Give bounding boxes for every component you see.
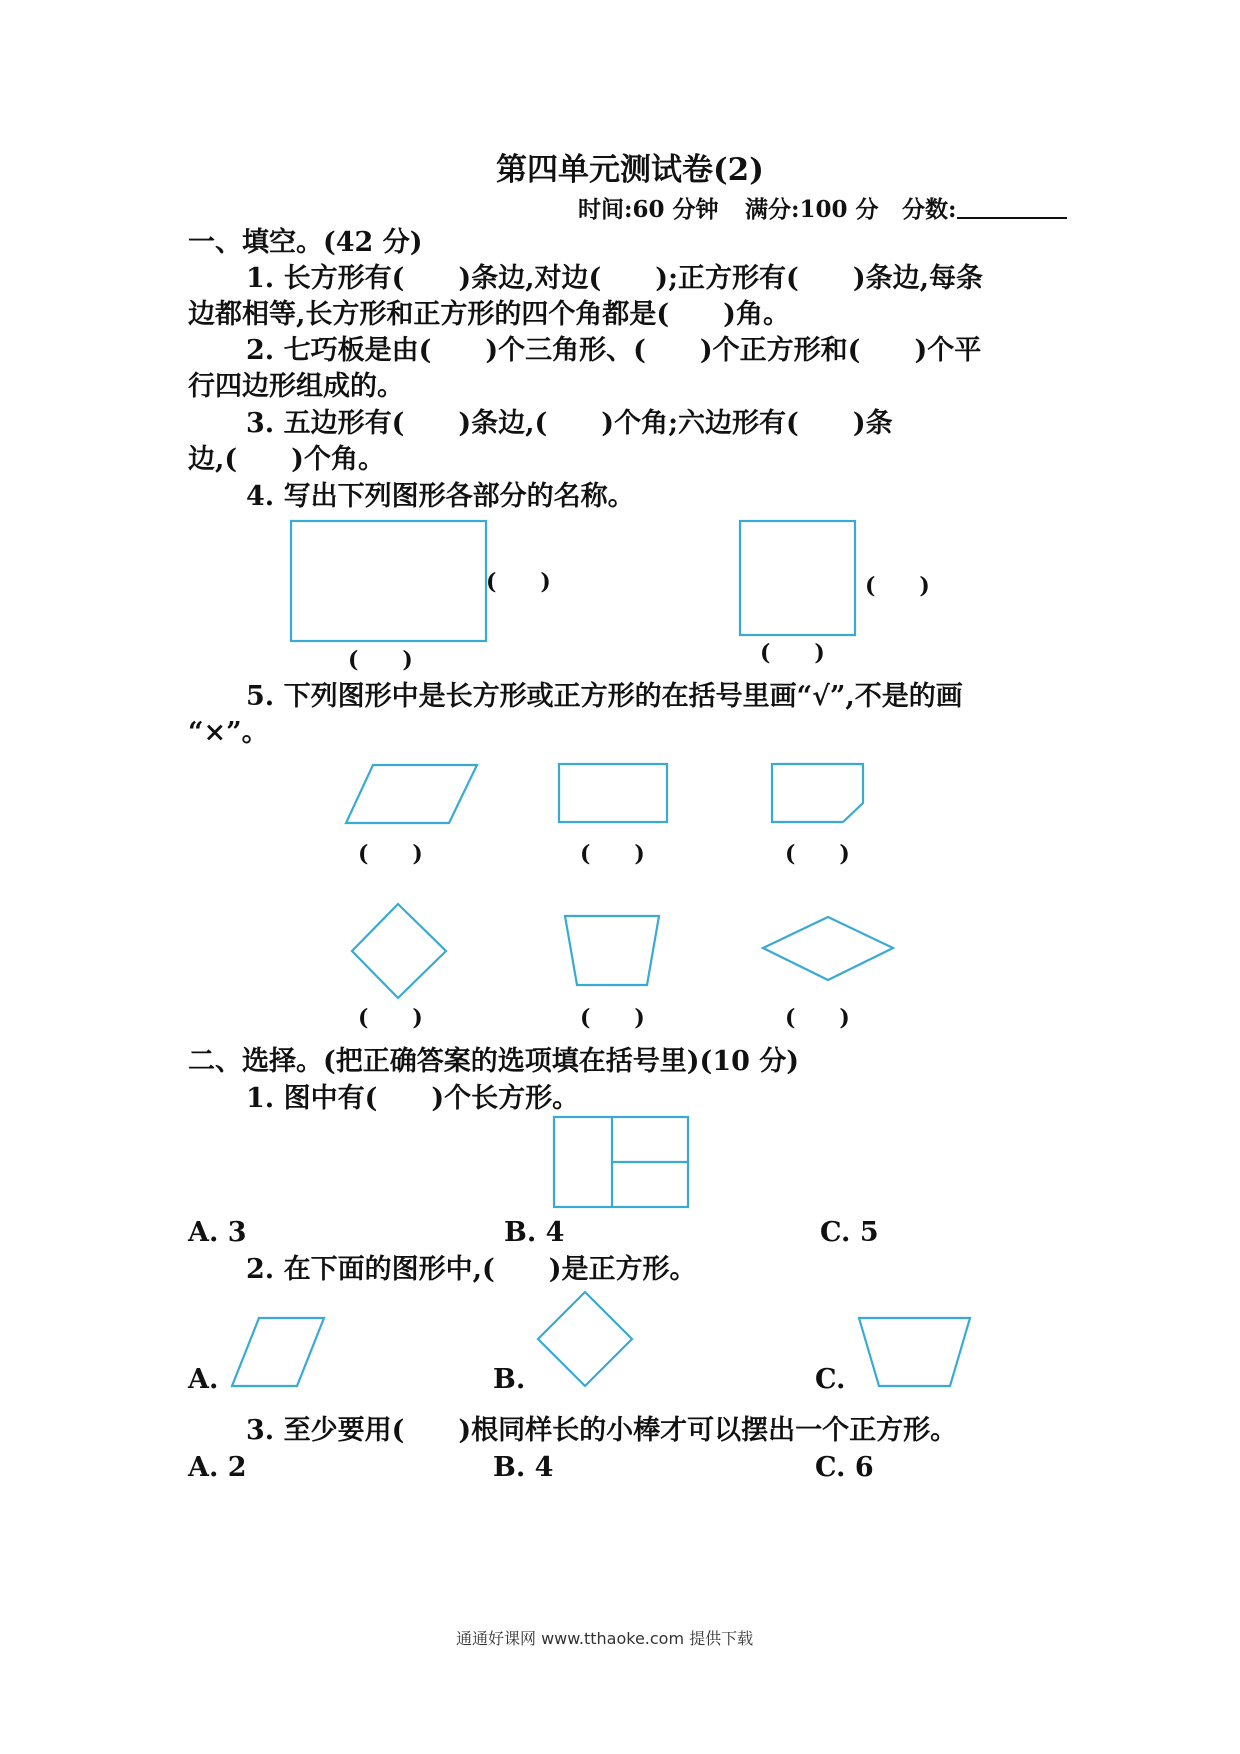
score-field[interactable]	[902, 194, 1067, 226]
s2-q2-option-b[interactable]: B.	[493, 1364, 526, 1395]
tilted-square-option-figure	[536, 1290, 634, 1388]
answer-paren[interactable]: ( )	[785, 841, 850, 867]
rhombus-figure	[761, 915, 896, 983]
time-label: 时间:60 分钟	[578, 196, 719, 223]
q3-line2: 边,( )个角。	[188, 444, 385, 475]
s2-q1-option-b[interactable]: B. 4	[504, 1217, 565, 1248]
section1-heading: 一、填空。(42 分)	[188, 227, 423, 258]
trapezoid-figure	[563, 914, 663, 988]
footer-text: 通通好课网 www.tthaoke.com 提供下载	[456, 1629, 754, 1648]
s2-q1-text: 1. 图中有( )个长方形。	[246, 1083, 580, 1114]
q4-text: 4. 写出下列图形各部分的名称。	[246, 481, 635, 512]
page-title: 第四单元测试卷(2)	[496, 152, 764, 188]
score-blank[interactable]	[957, 195, 1067, 219]
trapezoid-option-figure	[857, 1316, 973, 1388]
s2-q3-text: 3. 至少要用( )根同样长的小棒才可以摆出一个正方形。	[246, 1415, 958, 1446]
rectangle-figure	[290, 520, 490, 645]
answer-paren[interactable]: ( )	[785, 1005, 850, 1031]
q2-line1: 2. 七巧板是由( )个三角形、( )个正方形和( )个平	[246, 335, 982, 366]
q1-line1: 1. 长方形有( )条边,对边( );正方形有( )条边,每条	[246, 263, 984, 294]
s2-q1-option-c[interactable]: C. 5	[820, 1217, 879, 1248]
section2-heading: 二、选择。(把正确答案的选项填在括号里)(10 分)	[188, 1046, 800, 1077]
q5-line2: “×”。	[188, 717, 269, 748]
s2-q3-option-b[interactable]: B. 4	[493, 1452, 554, 1483]
tilted-square-figure	[350, 902, 450, 1000]
answer-paren[interactable]: ( )	[358, 841, 423, 867]
q5-line1: 5. 下列图形中是长方形或正方形的在括号里画“√”,不是的画	[246, 681, 963, 712]
s2-q2-option-c[interactable]: C.	[815, 1364, 846, 1395]
q1-line2: 边都相等,长方形和正方形的四个角都是( )角。	[188, 299, 790, 330]
parallelogram-option-figure	[231, 1316, 326, 1388]
square-figure	[739, 520, 859, 638]
s2-q2-option-a[interactable]: A.	[188, 1364, 219, 1395]
answer-paren[interactable]: ( )	[486, 569, 551, 595]
answer-paren[interactable]: ( )	[580, 1005, 645, 1031]
parallelogram-figure	[345, 763, 480, 825]
full-score-label: 满分:100 分	[745, 196, 879, 223]
rectangle-figure	[558, 763, 670, 825]
answer-paren[interactable]: ( )	[358, 1005, 423, 1031]
s2-q2-text: 2. 在下面的图形中,( )是正方形。	[246, 1254, 697, 1285]
answer-paren[interactable]: ( )	[760, 640, 825, 666]
s2-q3-option-c[interactable]: C. 6	[815, 1452, 874, 1483]
answer-paren[interactable]: ( )	[865, 573, 930, 599]
answer-paren[interactable]: ( )	[580, 841, 645, 867]
rectangle-count-figure	[553, 1116, 691, 1211]
q3-line1: 3. 五边形有( )条边,( )个角;六边形有( )条	[246, 408, 893, 439]
answer-paren[interactable]: ( )	[348, 647, 413, 673]
s2-q1-option-a[interactable]: A. 3	[188, 1217, 247, 1248]
cut-corner-rectangle-figure	[771, 763, 866, 825]
q2-line2: 行四边形组成的。	[188, 371, 404, 402]
s2-q3-option-a[interactable]: A. 2	[188, 1452, 247, 1483]
score-label: 分数:	[902, 196, 957, 223]
